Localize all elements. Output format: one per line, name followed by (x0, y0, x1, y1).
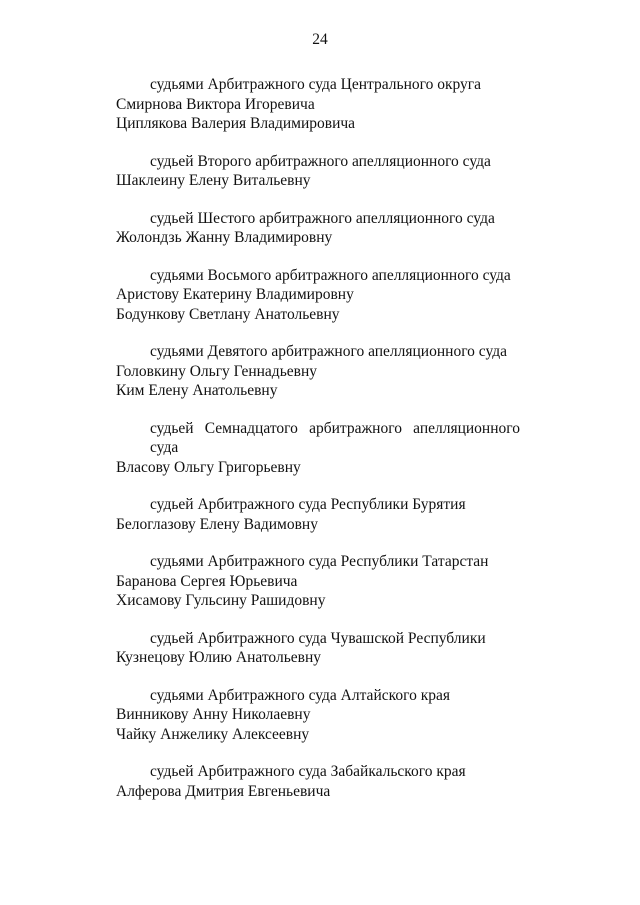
judge-name: Головкину Ольгу Геннадьевну (116, 362, 318, 380)
appointment-entry (0, 686, 640, 745)
judge-name: Смирнова Виктора Игоревича (116, 95, 315, 113)
judge-name: Циплякова Валерия Владимировича (116, 115, 356, 132)
judge-name: Жолондзь Жанну Владимировну (116, 229, 333, 246)
appointment-entry (0, 552, 640, 611)
judge-name: Бодункову Светлану Анатольевну (116, 305, 340, 323)
judge-name: Аристову Екатерину Владимировну (116, 286, 354, 303)
judge-name: Кузнецову Юлию Анатольевну (116, 649, 322, 666)
court-heading: судьей Арбитражного суда Чувашской Республики (150, 629, 486, 647)
appointment-entry (0, 629, 640, 668)
judge-name: Власову Ольгу Григорьевну (116, 458, 301, 476)
court-heading: судьей Арбитражного суда Республики Бурятия (150, 496, 466, 513)
judge-name: Баранова Сергея Юрьевича (116, 572, 298, 590)
appointment-entry (0, 266, 640, 325)
appointment-entry (0, 209, 640, 248)
appointment-entry (0, 152, 640, 191)
judge-name: Винникову Анну Николаевну (116, 706, 311, 723)
court-heading: судьей Второго арбитражного апелляционного суда (150, 152, 491, 170)
appointment-entry (0, 762, 640, 801)
appointment-entry (0, 75, 640, 134)
appointment-entry (0, 495, 640, 534)
appointment-entry (0, 419, 640, 478)
judge-name: Хисамову Гульсину Рашидовну (116, 592, 326, 609)
court-heading: судьями Девятого арбитражного апелляционного суда (150, 343, 508, 360)
court-heading: судьями Арбитражного суда Центрального округа (150, 76, 482, 93)
page-number: 24 (312, 31, 328, 48)
court-heading: судьей Арбитражного суда Забайкальского края (150, 763, 466, 780)
court-heading: судьями Арбитражного суда Республики Татарстан (150, 553, 489, 570)
appointment-entry (0, 342, 640, 401)
judge-name: Чайку Анжелику Алексеевну (116, 725, 310, 743)
judge-name: Алферова Дмитрия Евгеньевича (116, 782, 331, 800)
court-heading: судьей Шестого арбитражного апелляционного суда (150, 209, 495, 227)
judge-name: Ким Елену Анатольевну (116, 382, 278, 399)
judge-name: Шаклеину Елену Витальевну (116, 172, 311, 189)
appointment-list (0, 75, 640, 819)
court-heading: судьей Семнадцатого арбитражного апелляционного суда (150, 419, 520, 456)
judge-name: Белоглазову Елену Вадимовну (116, 515, 318, 533)
court-heading: судьями Восьмого арбитражного апелляционного суда (150, 266, 511, 284)
court-heading: судьями Арбитражного суда Алтайского края (150, 686, 450, 704)
